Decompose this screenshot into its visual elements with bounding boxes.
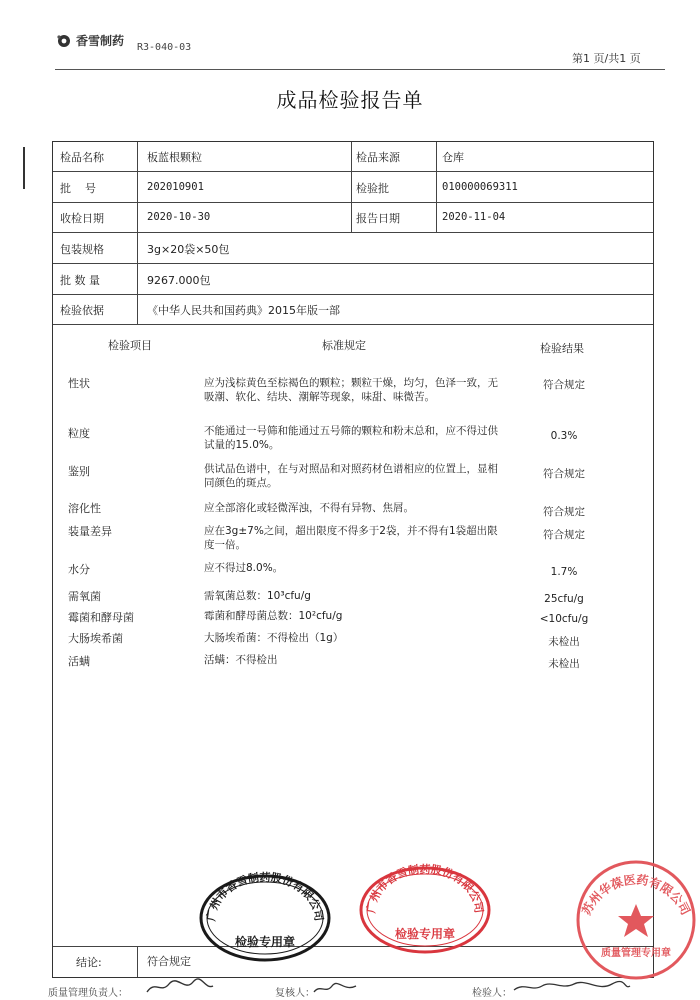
receive-date-label: 收检日期 (60, 212, 104, 225)
basis-value: 《中华人民共和国药典》2015年版一部 (147, 304, 340, 317)
row-divider (53, 324, 653, 325)
inspector-signature (512, 978, 632, 996)
product-name-label: 检品名称 (60, 151, 104, 164)
batch-value: 202010901 (147, 181, 204, 193)
item-standard: 应不得过8.0%。 (204, 562, 284, 574)
item-standard: 不能通过一号筛和能通过五号筛的颗粒和粉末总和，应不得过供试量的15.0%。 (204, 425, 498, 451)
item-standard: 霉菌和酵母菌总数：10²cfu/g (204, 610, 343, 622)
col-divider (436, 142, 437, 232)
source-label: 检品来源 (356, 151, 400, 164)
row-divider (53, 946, 653, 947)
basis-label: 检验依据 (60, 304, 104, 317)
receive-date-value: 2020-10-30 (147, 211, 211, 223)
item-name: 大肠埃希菌 (68, 632, 123, 645)
row-divider (53, 202, 653, 203)
stamp1-label: 检验专用章 (234, 935, 296, 949)
item-result: 符合规定 (543, 468, 585, 480)
item-result: 1.7% (550, 566, 578, 578)
quality-stamp-red (566, 852, 700, 980)
standard-column-header: 标准规定 (322, 339, 366, 352)
item-result: 未检出 (548, 658, 580, 670)
header-divider (55, 69, 665, 70)
qa-signature (145, 978, 215, 996)
item-name: 活螨 (68, 655, 90, 668)
row-divider (53, 263, 653, 264)
binder-mark (22, 147, 26, 189)
stamp1-name: 广州市香雪制药股份有限公司 (204, 870, 326, 922)
package-value: 3g×20袋×50包 (147, 243, 230, 256)
inspect-batch-value: 010000069311 (442, 181, 518, 193)
item-result: 符合规定 (543, 529, 585, 541)
star-icon (618, 904, 654, 937)
item-result: <10cfu/g (539, 613, 589, 625)
document-number: R3-040-03 (137, 42, 192, 53)
item-result: 符合规定 (543, 379, 585, 391)
inspection-stamp-red (355, 862, 495, 957)
inspection-stamp-black (195, 870, 335, 965)
item-column-header: 检验项目 (108, 339, 152, 352)
stamp2-label: 检验专用章 (394, 927, 456, 941)
package-label: 包装规格 (60, 243, 104, 256)
result-column-header: 检验结果 (540, 342, 584, 355)
item-name: 鉴别 (68, 465, 90, 478)
col-divider (137, 946, 138, 977)
row-divider (53, 232, 653, 233)
item-result: 符合规定 (543, 506, 585, 518)
col-divider (351, 142, 352, 232)
reviewer-label: 复核人： (275, 988, 315, 999)
quantity-label: 批 数 量 (60, 274, 100, 287)
company-logo (56, 32, 124, 49)
item-standard: 大肠埃希菌：不得检出（1g） (204, 632, 344, 644)
item-standard: 需氧菌总数：10³cfu/g (204, 590, 311, 602)
item-name: 霉菌和酵母菌 (68, 611, 134, 624)
inspector-label: 检验人： (472, 988, 512, 999)
item-standard: 活螨：不得检出 (204, 654, 278, 666)
qa-manager-label: 质量管理负责人： (48, 988, 128, 999)
row-divider (53, 171, 653, 172)
source-value: 仓库 (442, 151, 464, 164)
svg-text:广州市香雪制药股份有限公司 (364, 862, 487, 914)
item-standard: 应为浅棕黄色至棕褐色的颗粒；颗粒干燥，均匀，色泽一致，无吸潮、软化、结块、潮解等现象，味甜、味微苦。 (204, 377, 498, 403)
report-date-value: 2020-11-04 (442, 211, 506, 223)
conclusion-label: 结论: (76, 956, 102, 969)
col-divider (137, 142, 138, 324)
item-result: 25cfu/g (544, 593, 584, 605)
item-name: 装量差异 (68, 525, 112, 538)
item-name: 需氧菌 (68, 590, 101, 603)
item-name: 溶化性 (68, 502, 101, 515)
snowflake-logo-icon (56, 34, 72, 48)
quantity-value: 9267.000包 (147, 274, 211, 287)
item-standard: 应全部溶化或轻微浑浊，不得有异物、焦屑。 (204, 502, 414, 514)
svg-text:广州市香雪制药股份有限公司 (204, 870, 327, 922)
inspect-batch-label: 检验批 (356, 182, 389, 195)
company-logo-text: 香雪制药 (76, 34, 125, 48)
report-date-label: 报告日期 (356, 212, 400, 225)
report-table (52, 141, 654, 978)
reviewer-signature (312, 980, 358, 996)
item-name: 性状 (68, 377, 90, 390)
item-result: 0.3% (550, 430, 578, 442)
item-name: 水分 (68, 563, 90, 576)
batch-label: 批 号 (60, 182, 96, 195)
item-standard: 应在3g±7%之间，超出限度不得多于2袋，并不得有1袋超出限度一倍。 (204, 525, 498, 551)
item-result: 未检出 (548, 636, 580, 648)
stamp2-name: 广州市香雪制药股份有限公司 (364, 862, 486, 914)
stamp3-label: 质量管理专用章 (601, 948, 671, 959)
item-standard: 供试品色谱中，在与对照品和对照药材色谱相应的位置上，显相同颜色的斑点。 (204, 463, 498, 489)
product-name-value: 板蓝根颗粒 (147, 151, 202, 164)
stamp3-name: 苏州华葆医药有限公司 (579, 872, 693, 918)
conclusion-value: 符合规定 (147, 955, 191, 968)
page-title: 成品检验报告单 (276, 88, 424, 112)
page-info: 第1 页/共1 页 (572, 52, 641, 65)
item-name: 粒度 (68, 427, 90, 440)
row-divider (53, 294, 653, 295)
